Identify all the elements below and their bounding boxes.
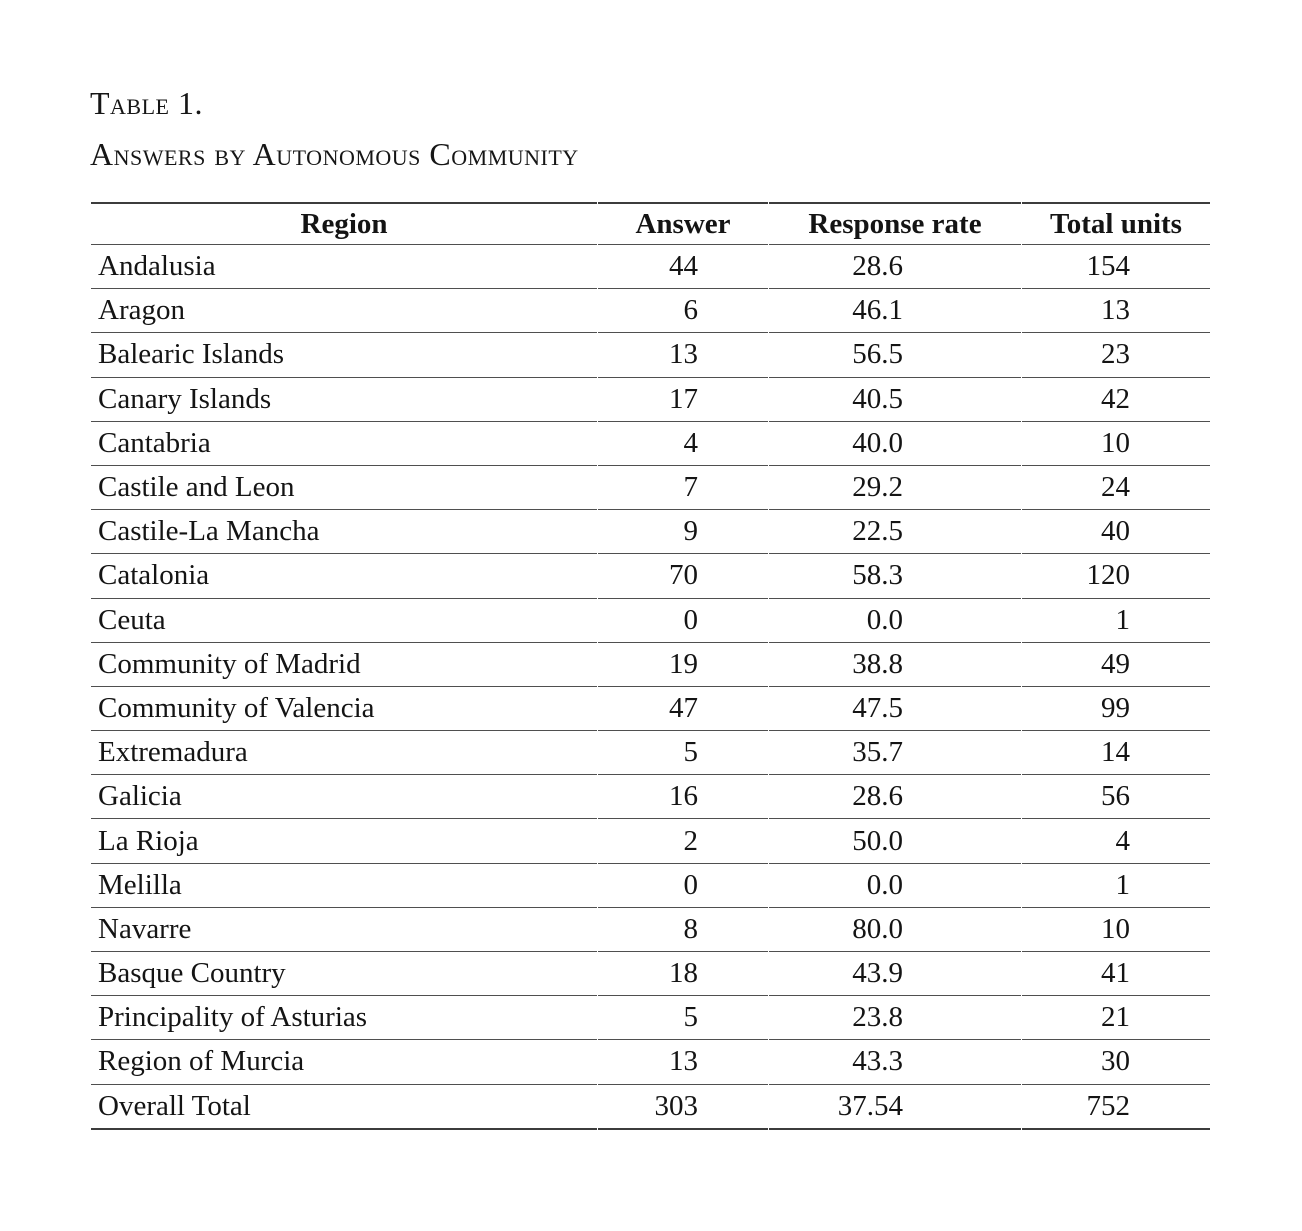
answer-cell: 9 <box>598 510 768 554</box>
table-row <box>91 996 1210 1040</box>
response-rate-cell: 22.5 <box>769 510 1021 554</box>
total-units-cell: 49 <box>1022 643 1210 687</box>
response-rate-cell: 43.3 <box>769 1040 1021 1084</box>
region-cell: Overall Total <box>91 1085 597 1130</box>
response-rate-cell: 35.7 <box>769 731 1021 775</box>
response-rate-cell: 38.8 <box>769 643 1021 687</box>
answer-cell: 2 <box>598 819 768 863</box>
total-units-cell: 21 <box>1022 996 1210 1040</box>
region-cell: Castile-La Mancha <box>91 510 597 554</box>
response-rate-cell: 29.2 <box>769 466 1021 510</box>
region-cell: Principality of Asturias <box>91 996 597 1040</box>
total-units-cell: 40 <box>1022 510 1210 554</box>
table-row <box>91 333 1210 377</box>
answer-cell: 47 <box>598 687 768 731</box>
answer-cell: 5 <box>598 996 768 1040</box>
response-rate-cell: 0.0 <box>769 864 1021 908</box>
total-units-cell: 14 <box>1022 731 1210 775</box>
response-rate-cell: 0.0 <box>769 599 1021 643</box>
table-row <box>91 687 1210 731</box>
table-row <box>91 819 1210 863</box>
region-cell: Basque Country <box>91 952 597 996</box>
answer-cell: 19 <box>598 643 768 687</box>
region-cell: Navarre <box>91 908 597 952</box>
region-cell: Community of Madrid <box>91 643 597 687</box>
region-cell: Cantabria <box>91 422 597 466</box>
response-rate-cell: 47.5 <box>769 687 1021 731</box>
total-units-cell: 24 <box>1022 466 1210 510</box>
answer-cell: 18 <box>598 952 768 996</box>
answer-cell: 8 <box>598 908 768 952</box>
answer-cell: 70 <box>598 554 768 598</box>
response-rate-cell: 56.5 <box>769 333 1021 377</box>
answer-cell: 4 <box>598 422 768 466</box>
total-units-cell: 154 <box>1022 245 1210 289</box>
answer-cell: 17 <box>598 378 768 422</box>
answer-cell: 44 <box>598 245 768 289</box>
total-units-cell: 23 <box>1022 333 1210 377</box>
answer-cell: 6 <box>598 289 768 333</box>
answer-cell: 303 <box>598 1085 768 1130</box>
total-units-cell: 41 <box>1022 952 1210 996</box>
table-row <box>91 422 1210 466</box>
table-row <box>91 378 1210 422</box>
total-units-cell: 10 <box>1022 908 1210 952</box>
table-row <box>91 466 1210 510</box>
column-header-answer: Answer <box>598 202 768 245</box>
response-rate-cell: 80.0 <box>769 908 1021 952</box>
table-row-total <box>91 1085 1210 1130</box>
table-row <box>91 731 1210 775</box>
total-units-cell: 10 <box>1022 422 1210 466</box>
table-row <box>91 908 1210 952</box>
total-units-cell: 4 <box>1022 819 1210 863</box>
total-units-cell: 99 <box>1022 687 1210 731</box>
table-row <box>91 289 1210 333</box>
answers-table <box>90 202 1211 1130</box>
region-cell: Galicia <box>91 775 597 819</box>
answer-cell: 5 <box>598 731 768 775</box>
region-cell: Andalusia <box>91 245 597 289</box>
table-caption-label: Table 1. <box>90 85 203 121</box>
table-row <box>91 864 1210 908</box>
answer-cell: 0 <box>598 599 768 643</box>
region-cell: Region of Murcia <box>91 1040 597 1084</box>
answer-cell: 7 <box>598 466 768 510</box>
table-row <box>91 554 1210 598</box>
region-cell: La Rioja <box>91 819 597 863</box>
total-units-cell: 56 <box>1022 775 1210 819</box>
answer-cell: 13 <box>598 333 768 377</box>
answer-cell: 13 <box>598 1040 768 1084</box>
column-header-total-units: Total units <box>1022 202 1210 245</box>
response-rate-cell: 28.6 <box>769 775 1021 819</box>
answers-table-container <box>90 202 1211 1130</box>
response-rate-cell: 50.0 <box>769 819 1021 863</box>
response-rate-cell: 58.3 <box>769 554 1021 598</box>
column-header-region: Region <box>91 202 597 245</box>
region-cell: Balearic Islands <box>91 333 597 377</box>
table-header-row <box>91 202 1210 245</box>
answer-cell: 16 <box>598 775 768 819</box>
total-units-cell: 1 <box>1022 864 1210 908</box>
response-rate-cell: 23.8 <box>769 996 1021 1040</box>
table-row <box>91 643 1210 687</box>
table-row <box>91 1040 1210 1084</box>
table-row <box>91 952 1210 996</box>
response-rate-cell: 40.0 <box>769 422 1021 466</box>
table-caption <box>90 78 579 180</box>
region-cell: Ceuta <box>91 599 597 643</box>
region-cell: Catalonia <box>91 554 597 598</box>
total-units-cell: 30 <box>1022 1040 1210 1084</box>
region-cell: Castile and Leon <box>91 466 597 510</box>
region-cell: Melilla <box>91 864 597 908</box>
response-rate-cell: 37.54 <box>769 1085 1021 1130</box>
total-units-cell: 1 <box>1022 599 1210 643</box>
total-units-cell: 42 <box>1022 378 1210 422</box>
region-cell: Community of Valencia <box>91 687 597 731</box>
table-row <box>91 510 1210 554</box>
column-header-response-rate: Response rate <box>769 202 1021 245</box>
total-units-cell: 752 <box>1022 1085 1210 1130</box>
response-rate-cell: 40.5 <box>769 378 1021 422</box>
table-row <box>91 245 1210 289</box>
total-units-cell: 13 <box>1022 289 1210 333</box>
total-units-cell: 120 <box>1022 554 1210 598</box>
table-row <box>91 775 1210 819</box>
region-cell: Extremadura <box>91 731 597 775</box>
table-caption-title: Answers by Autonomous Community <box>90 136 579 173</box>
response-rate-cell: 46.1 <box>769 289 1021 333</box>
region-cell: Aragon <box>91 289 597 333</box>
table-row <box>91 599 1210 643</box>
response-rate-cell: 43.9 <box>769 952 1021 996</box>
region-cell: Canary Islands <box>91 378 597 422</box>
answer-cell: 0 <box>598 864 768 908</box>
response-rate-cell: 28.6 <box>769 245 1021 289</box>
